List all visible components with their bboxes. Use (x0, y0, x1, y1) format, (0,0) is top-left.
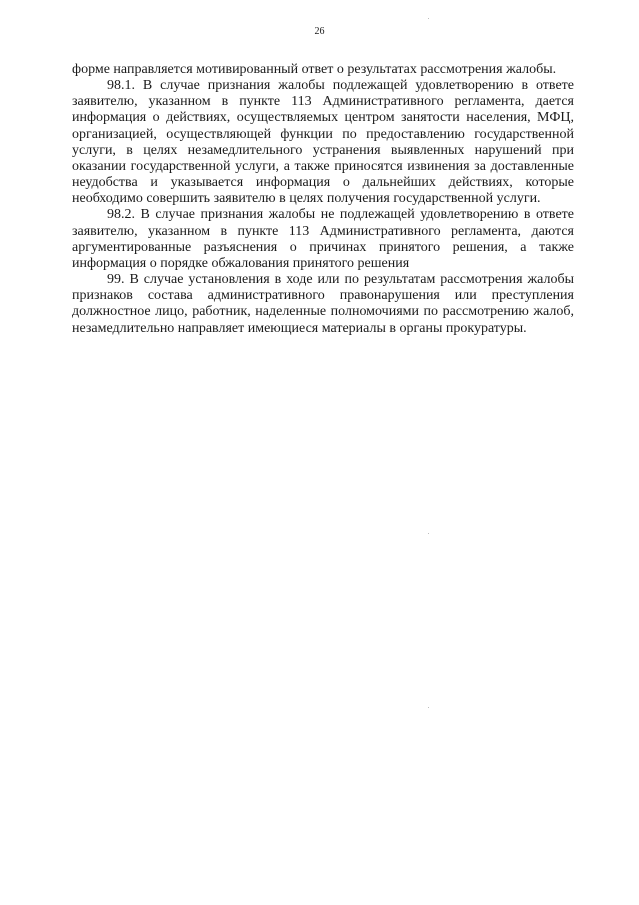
paragraph-98-2: 98.2. В случае признания жалобы не подлежащей удовлетворению в ответе заявителю, указанном в пункте 113 Административного регламента, даются аргументированные разъяснения о причинах принятого решения, а также информация о порядке обжалования принятого решения (72, 207, 574, 271)
paragraph-continuation: форме направляется мотивированный ответ о результатах рассмотрения жалобы. (72, 62, 557, 77)
scan-speck (428, 533, 429, 534)
page-number: 26 (314, 26, 325, 37)
document-body (72, 62, 574, 337)
paragraph-99: 99. В случае установления в ходе или по результатам рассмотрения жалобы признаков состава административного правонарушения или преступления должностное лицо, работник, наделенные полномочиями по рассмотрению жалоб, незамедлительно направляет имеющиеся материалы в органы прокуратуры. (72, 272, 574, 336)
scan-speck (428, 707, 429, 708)
paragraph-98-1: 98.1. В случае признания жалобы подлежащей удовлетворению в ответе заявителю, указанном в пункте 113 Административного регламента, дается информация о действиях, осуществляемых центром занятости населения, МФЦ, организацией, осуществляющей функции по предоставлению государственной услуги, в целях незамедлительного устранения выявленных нарушений при оказании государственной услуги, а также приносятся извинения за доставленные неудобства и указывается информация о дальнейших действиях, которые необходимо совершить заявителю в целях получения государственной услуги. (72, 78, 574, 207)
scan-speck (428, 18, 429, 19)
